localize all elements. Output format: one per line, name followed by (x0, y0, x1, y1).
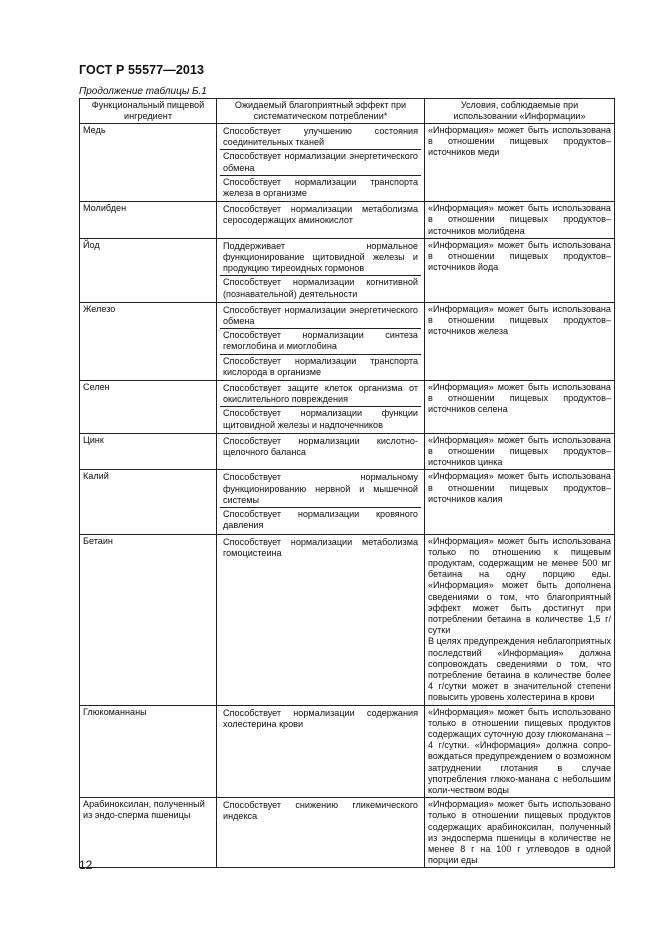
column-header-effect: Ожидаемый благоприятный эффект при систематическом потреблении* (217, 99, 425, 124)
effect-item: Способствует снижению гликемического индекса (223, 800, 418, 822)
condition-paragraph: В целях предупреждения неблагоприятных последствий «Информация» должна сопровождать сведениями о том, что потребление бетаина в количестве более 4 г/сутки может в значительной степени повысить уровень холестерина в крови (428, 636, 611, 703)
conditions-cell (425, 534, 615, 705)
ingredients-table (79, 98, 615, 868)
column-header-conditions: Условия, соблюдаемые при использовании «Информации» (425, 99, 615, 124)
effects-cell (217, 381, 425, 434)
effect-item: Способствует нормализации транспорта железа в организме (223, 176, 418, 199)
condition-paragraph: «Информация» может быть использовано только в отношении пищевых продуктов содержащих арабиноксилан, полученный из эндосперма пшеницы в количестве не менее 8 г на 100 г углеводов в одной порции еды (428, 799, 611, 866)
table-row (80, 705, 615, 798)
table-row (80, 433, 615, 470)
effects-cell (217, 238, 425, 302)
conditions-cell (425, 433, 615, 470)
table-row (80, 302, 615, 380)
ingredient-cell: Медь (80, 124, 217, 202)
table-row (80, 381, 615, 434)
effects-cell (217, 302, 425, 380)
conditions-cell (425, 705, 615, 798)
effects-cell (217, 705, 425, 798)
effect-item: Способствует нормализации метаболизма серосодержащих аминокислот (223, 204, 418, 226)
effect-item: Способствует нормализации энергетического обмена (220, 304, 421, 329)
effect-item: Способствует нормальному функционированию нервной и мышечной системы (220, 471, 421, 508)
effect-item: Способствует нормализации когнитивной (познавательной) деятельности (223, 277, 418, 299)
conditions-cell (425, 202, 615, 239)
condition-paragraph: «Информация» может быть использована в отношении пищевых продуктов–источников меди (428, 125, 611, 158)
effect-item: Способствует нормализации синтеза гемоглобина и миоглобина (220, 329, 421, 354)
effect-item: Способствует нормализации функции щитовидной железы и надпочечников (223, 408, 418, 430)
ingredient-cell: Глюкоманнаны (80, 705, 217, 798)
table-header-row (80, 99, 615, 124)
ingredient-cell: Железо (80, 302, 217, 380)
ingredient-cell: Цинк (80, 433, 217, 470)
conditions-cell (425, 470, 615, 534)
effect-item: Способствует улучшению состояния соединительных тканей (220, 125, 421, 150)
conditions-cell (425, 124, 615, 202)
effect-item: Способствует нормализации кислотно-щелочного баланса (223, 435, 418, 458)
table-body (80, 124, 615, 868)
effect-item: Способствует защите клеток организма от окислительного повреждения (220, 382, 421, 407)
table-row (80, 470, 615, 534)
column-header-ingredient: Функциональный пищевой ингредиент (80, 99, 217, 124)
condition-paragraph: «Информация» может быть использована в отношении пищевых продуктов–источников калия (428, 471, 611, 504)
ingredient-cell: Молибден (80, 202, 217, 239)
effects-cell (217, 202, 425, 239)
effect-item: Способствует нормализации транспорта кислорода в организме (223, 355, 418, 377)
condition-paragraph: «Информация» может быть использована только по отношению к пищевым продуктам, содержащим не менее 500 мг бетаина на одну порцию еды. «Информация» может быть дополнена сведениями о том, что благоприятный эффект может быть достигнут при потреблении бетаина в количестве 1,5 г/сутки (428, 535, 611, 636)
table-row (80, 238, 615, 302)
table-caption: Продолжение таблицы Б.1 (79, 86, 207, 97)
conditions-cell (425, 302, 615, 380)
condition-paragraph: «Информация» может быть использована в отношении пищевых продуктов–источников йода (428, 239, 611, 273)
ingredient-cell: Йод (80, 238, 217, 302)
effect-item: Способствует нормализации кровяного давления (223, 509, 418, 531)
effect-item: Способствует нормализации энергетического обмена (220, 150, 421, 175)
ingredient-cell: Селен (80, 381, 217, 434)
ingredient-cell: Бетаин (80, 534, 217, 705)
page-number: 12 (79, 858, 93, 872)
conditions-cell (425, 798, 615, 868)
table-row (80, 534, 615, 705)
table-row (80, 798, 615, 868)
effects-cell (217, 433, 425, 470)
effects-cell (217, 798, 425, 868)
condition-paragraph: «Информация» может быть использована в отношении пищевых продуктов–источников железа (428, 303, 611, 337)
ingredient-cell: Калий (80, 470, 217, 534)
page-header-standard: ГОСТ Р 55577—2013 (79, 63, 205, 77)
conditions-cell (425, 381, 615, 434)
effects-cell (217, 124, 425, 202)
effect-item: Способствует нормализации содержания холестерина крови (223, 707, 418, 729)
condition-paragraph: «Информация» может быть использовано только в отношении пищевых продуктов содержащих суточную дозу глюкоманана – 4 г/сутки. «Информация» должна сопро-вождаться предупреждением о возможном затруднении глотания в случае употребления глюко-манана с небольшим коли-чеством воды (428, 706, 611, 795)
condition-paragraph: «Информация» может быть использована в отношении пищевых продуктов–источников селена (428, 382, 611, 415)
effect-item: Способствует нормализации метаболизма гомоцистеина (223, 536, 418, 558)
effects-cell (217, 534, 425, 705)
ingredient-cell: Арабиноксилан, полученный из эндо-сперма пшеницы (80, 798, 217, 868)
effect-item: Поддерживает нормальное функционирование щитовидной железы и продукцию тиреоидных гормонов (220, 240, 421, 277)
table-row (80, 202, 615, 239)
condition-paragraph: «Информация» может быть использована в отношении пищевых продуктов–источников молибдена (428, 203, 611, 236)
effects-cell (217, 470, 425, 534)
conditions-cell (425, 238, 615, 302)
table-row (80, 124, 615, 202)
condition-paragraph: «Информация» может быть использована в отношении пищевых продуктов–источников цинка (428, 434, 611, 468)
